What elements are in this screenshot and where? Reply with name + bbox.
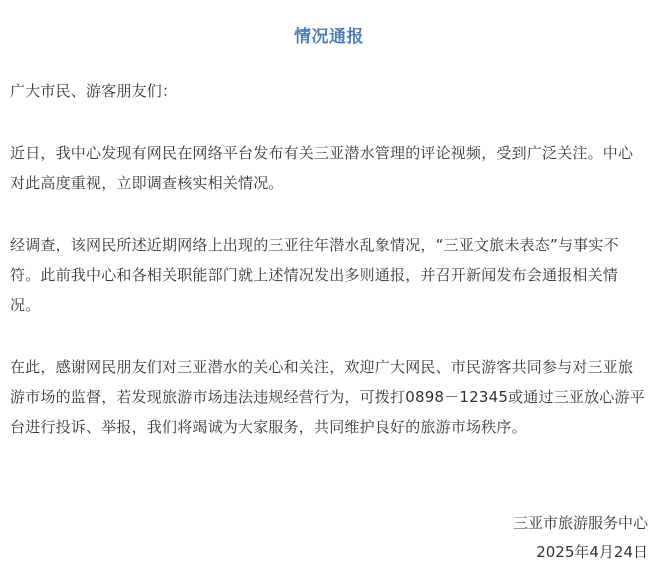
signature-date: 2025年4月24日: [536, 543, 648, 561]
paragraph-1: 近日，我中心发现有网民在网络平台发布有关三亚潜水管理的评论视频，受到广泛关注。中心对此高度重视，立即调查核实相关情况。: [10, 144, 634, 192]
signature-organization: 三亚市旅游服务中心: [512, 514, 648, 532]
greeting: 广大市民、游客朋友们：: [10, 82, 178, 100]
paragraph-3: 在此，感谢网民朋友们对三亚潜水的关心和关注，欢迎广大网民、市民游客共同参与对三亚旅游市场的监督，若发现旅游市场违法违规经营行为，可拨打0898－12345或通过三亚放心游平台进行投诉、举报，我们将竭诚为大家服务，共同维护良好的旅游市场秩序。: [10, 358, 645, 436]
paragraph-2: 经调查，该网民所述近期网络上出现的三亚往年潜水乱象情况，“三亚文旅未表态”与事实不符。此前我中心和各相关职能部门就上述情况发出多则通报，并召开新闻发布会通报相关情况。: [10, 236, 619, 314]
notice-title: 情况通报: [294, 27, 364, 47]
